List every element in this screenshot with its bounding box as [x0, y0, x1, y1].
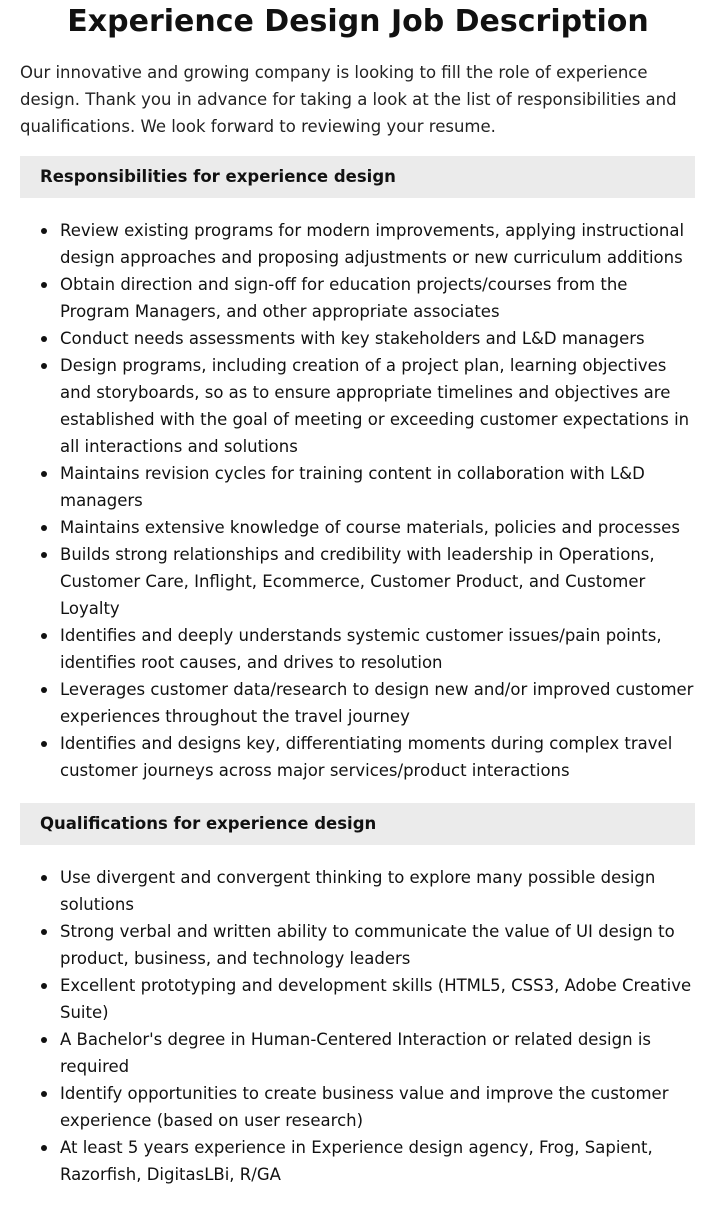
- list-item: Builds strong relationships and credibility with leadership in Operations, Customer Care, Inflight, Ecommerce, Customer Product, and Customer Loyalty: [60, 541, 696, 622]
- responsibilities-list: [20, 217, 696, 784]
- list-item: A Bachelor's degree in Human-Centered Interaction or related design is required: [60, 1026, 696, 1080]
- list-item: At least 5 years experience in Experience design agency, Frog, Sapient, Razorfish, DigitasLBi, R/GA: [60, 1134, 696, 1188]
- list-item: Obtain direction and sign-off for education projects/courses from the Program Managers, and other appropriate associates: [60, 271, 696, 325]
- list-item: Strong verbal and written ability to communicate the value of UI design to product, business, and technology leaders: [60, 918, 696, 972]
- qualifications-heading: Qualifications for experience design: [20, 803, 695, 845]
- list-item: Identify opportunities to create business value and improve the customer experience (based on user research): [60, 1080, 696, 1134]
- list-item: Maintains revision cycles for training content in collaboration with L&D managers: [60, 460, 696, 514]
- list-item: Leverages customer data/research to design new and/or improved customer experiences throughout the travel journey: [60, 676, 696, 730]
- list-item: Identifies and designs key, differentiating moments during complex travel customer journeys across major services/product interactions: [60, 730, 696, 784]
- list-item: Identifies and deeply understands systemic customer issues/pain points, identifies root causes, and drives to resolution: [60, 622, 696, 676]
- list-item: Excellent prototyping and development skills (HTML5, CSS3, Adobe Creative Suite): [60, 972, 696, 1026]
- list-item: Design programs, including creation of a project plan, learning objectives and storyboards, so as to ensure appropriate timelines and objectives are established with the goal of meeting or exceeding customer expectations in all interactions and solutions: [60, 352, 696, 460]
- qualifications-list: [20, 864, 696, 1188]
- intro-paragraph: Our innovative and growing company is looking to fill the role of experience design. Thank you in advance for taking a look at the list of responsibilities and qualifications. We look forward to reviewing your resume.: [20, 63, 677, 136]
- responsibilities-heading: Responsibilities for experience design: [20, 156, 695, 198]
- page-title: Experience Design Job Description: [67, 4, 649, 39]
- list-item: Use divergent and convergent thinking to explore many possible design solutions: [60, 864, 696, 918]
- list-item: Review existing programs for modern improvements, applying instructional design approaches and proposing adjustments or new curriculum additions: [60, 217, 696, 271]
- list-item: Maintains extensive knowledge of course materials, policies and processes: [60, 514, 696, 541]
- list-item: Conduct needs assessments with key stakeholders and L&D managers: [60, 325, 696, 352]
